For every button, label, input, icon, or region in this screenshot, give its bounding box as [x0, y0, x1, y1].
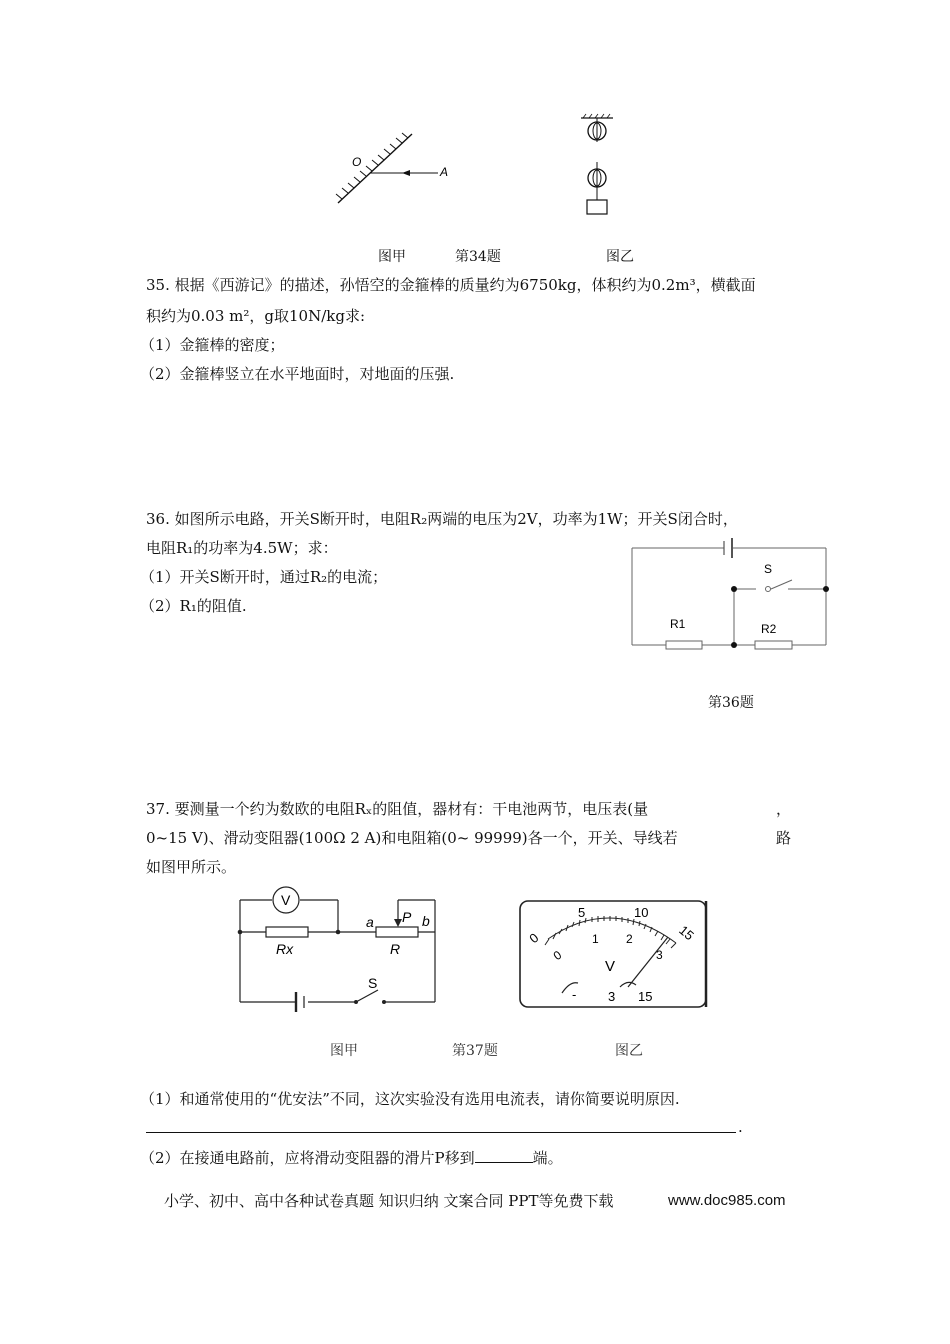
meter-top-5: 5: [578, 905, 586, 920]
voltmeter-symbol: V: [281, 892, 291, 908]
q35-line1: 35. 根据《西游记》的描述，孙悟空的金箍棒的质量约为6750kg，体积约为0.2m³，横截面: [146, 276, 756, 294]
mirror-point-label: O: [352, 155, 362, 169]
q37-line1-tail: ，: [776, 800, 792, 818]
q34-figure-label-right: 图乙: [606, 249, 634, 265]
a-label: a: [366, 914, 374, 930]
q34-magnet-figure: [575, 112, 620, 217]
q35-sub2: （2）金箍棒竖立在水平地面时，对地面的压强.: [140, 365, 455, 383]
q36-line2: 电阻R₁的功率为4.5W；求：: [146, 539, 338, 557]
q34-mirror-figure: [330, 128, 460, 208]
meter-term-3: 3: [608, 989, 616, 1004]
rx-label: Rx: [276, 941, 294, 957]
footer-text: 小学、初中、高中各种试卷真题 知识归纳 文案合同 PPT等免费下载: [164, 1192, 614, 1210]
q37-caption-mid: 第37题: [452, 1043, 498, 1059]
q34-caption: 第34题: [455, 249, 501, 265]
meter-term-minus: -: [572, 987, 577, 1002]
q37-sub1-end: .: [738, 1118, 743, 1136]
q37-sub2-blank: [475, 1144, 533, 1163]
q37-caption-right: 图乙: [615, 1043, 643, 1059]
q37-voltmeter-dial: [516, 897, 711, 1012]
b-label: b: [422, 913, 430, 929]
q37-sub1: （1）和通常使用的“优安法”不同，这次实验没有选用电流表，请你简要说明原因.: [140, 1090, 680, 1108]
q37-circuit: [232, 884, 447, 1019]
ray-label: A: [440, 165, 449, 179]
r-label: R: [390, 941, 401, 957]
meter-bottom-1: 1: [592, 932, 599, 946]
q36-r1-label: R1: [670, 617, 686, 631]
q37-line2: 0~15 V)、滑动变阻器(100Ω 2 A)和电阻箱(0~ 99999)各一个，开关、导线若: [146, 829, 678, 847]
q37-sub2-pre: （2）在接通电路前，应将滑动变阻器的滑片P移到: [140, 1149, 475, 1167]
q37-line3: 如图甲所示。: [146, 858, 237, 876]
q35-line2: 积约为0.03 m²，g取10N/kg求:: [146, 307, 366, 325]
q37-sub2: [140, 1144, 563, 1171]
q36-r2-label: R2: [761, 622, 777, 636]
meter-top-15: 15: [676, 922, 697, 944]
q36-line1: 36. 如图所示电路，开关S断开时，电阻R₂两端的电压为2V，功率为1W；开关S闭合时，: [146, 510, 738, 528]
meter-bottom-3: 3: [656, 948, 663, 962]
q37-line1: 37. 要测量一个约为数欧的电阻Rₓ的阻值，器材有：干电池两节，电压表(量: [146, 800, 649, 818]
meter-top-0: 0: [526, 930, 542, 947]
p-label: P: [402, 909, 412, 925]
q36-sub1: （1）开关S断开时，通过R₂的电流；: [140, 568, 388, 586]
q36-sub2: （2）R₁的阻值.: [140, 597, 247, 615]
q37-caption-left: 图甲: [330, 1043, 358, 1059]
q34-figure-label-left: 图甲: [378, 249, 406, 265]
q35-sub1: （1）金箍棒的密度；: [140, 336, 285, 354]
meter-bottom-2: 2: [626, 932, 633, 946]
meter-symbol: V: [605, 958, 616, 975]
q37-sub2-post: 端。: [532, 1149, 563, 1167]
meter-top-10: 10: [634, 905, 649, 920]
q36-switch-label: S: [764, 562, 773, 576]
meter-bottom-0: 0: [550, 947, 565, 964]
q37-sub1-answer-line: [146, 1132, 736, 1133]
footer-url[interactable]: www.doc985.com: [668, 1192, 786, 1209]
s-label: S: [368, 975, 378, 991]
q36-caption: 第36题: [708, 695, 754, 711]
meter-term-15: 15: [638, 989, 653, 1004]
q37-line2-tail: 路: [776, 829, 792, 847]
q36-circuit: [628, 538, 833, 653]
